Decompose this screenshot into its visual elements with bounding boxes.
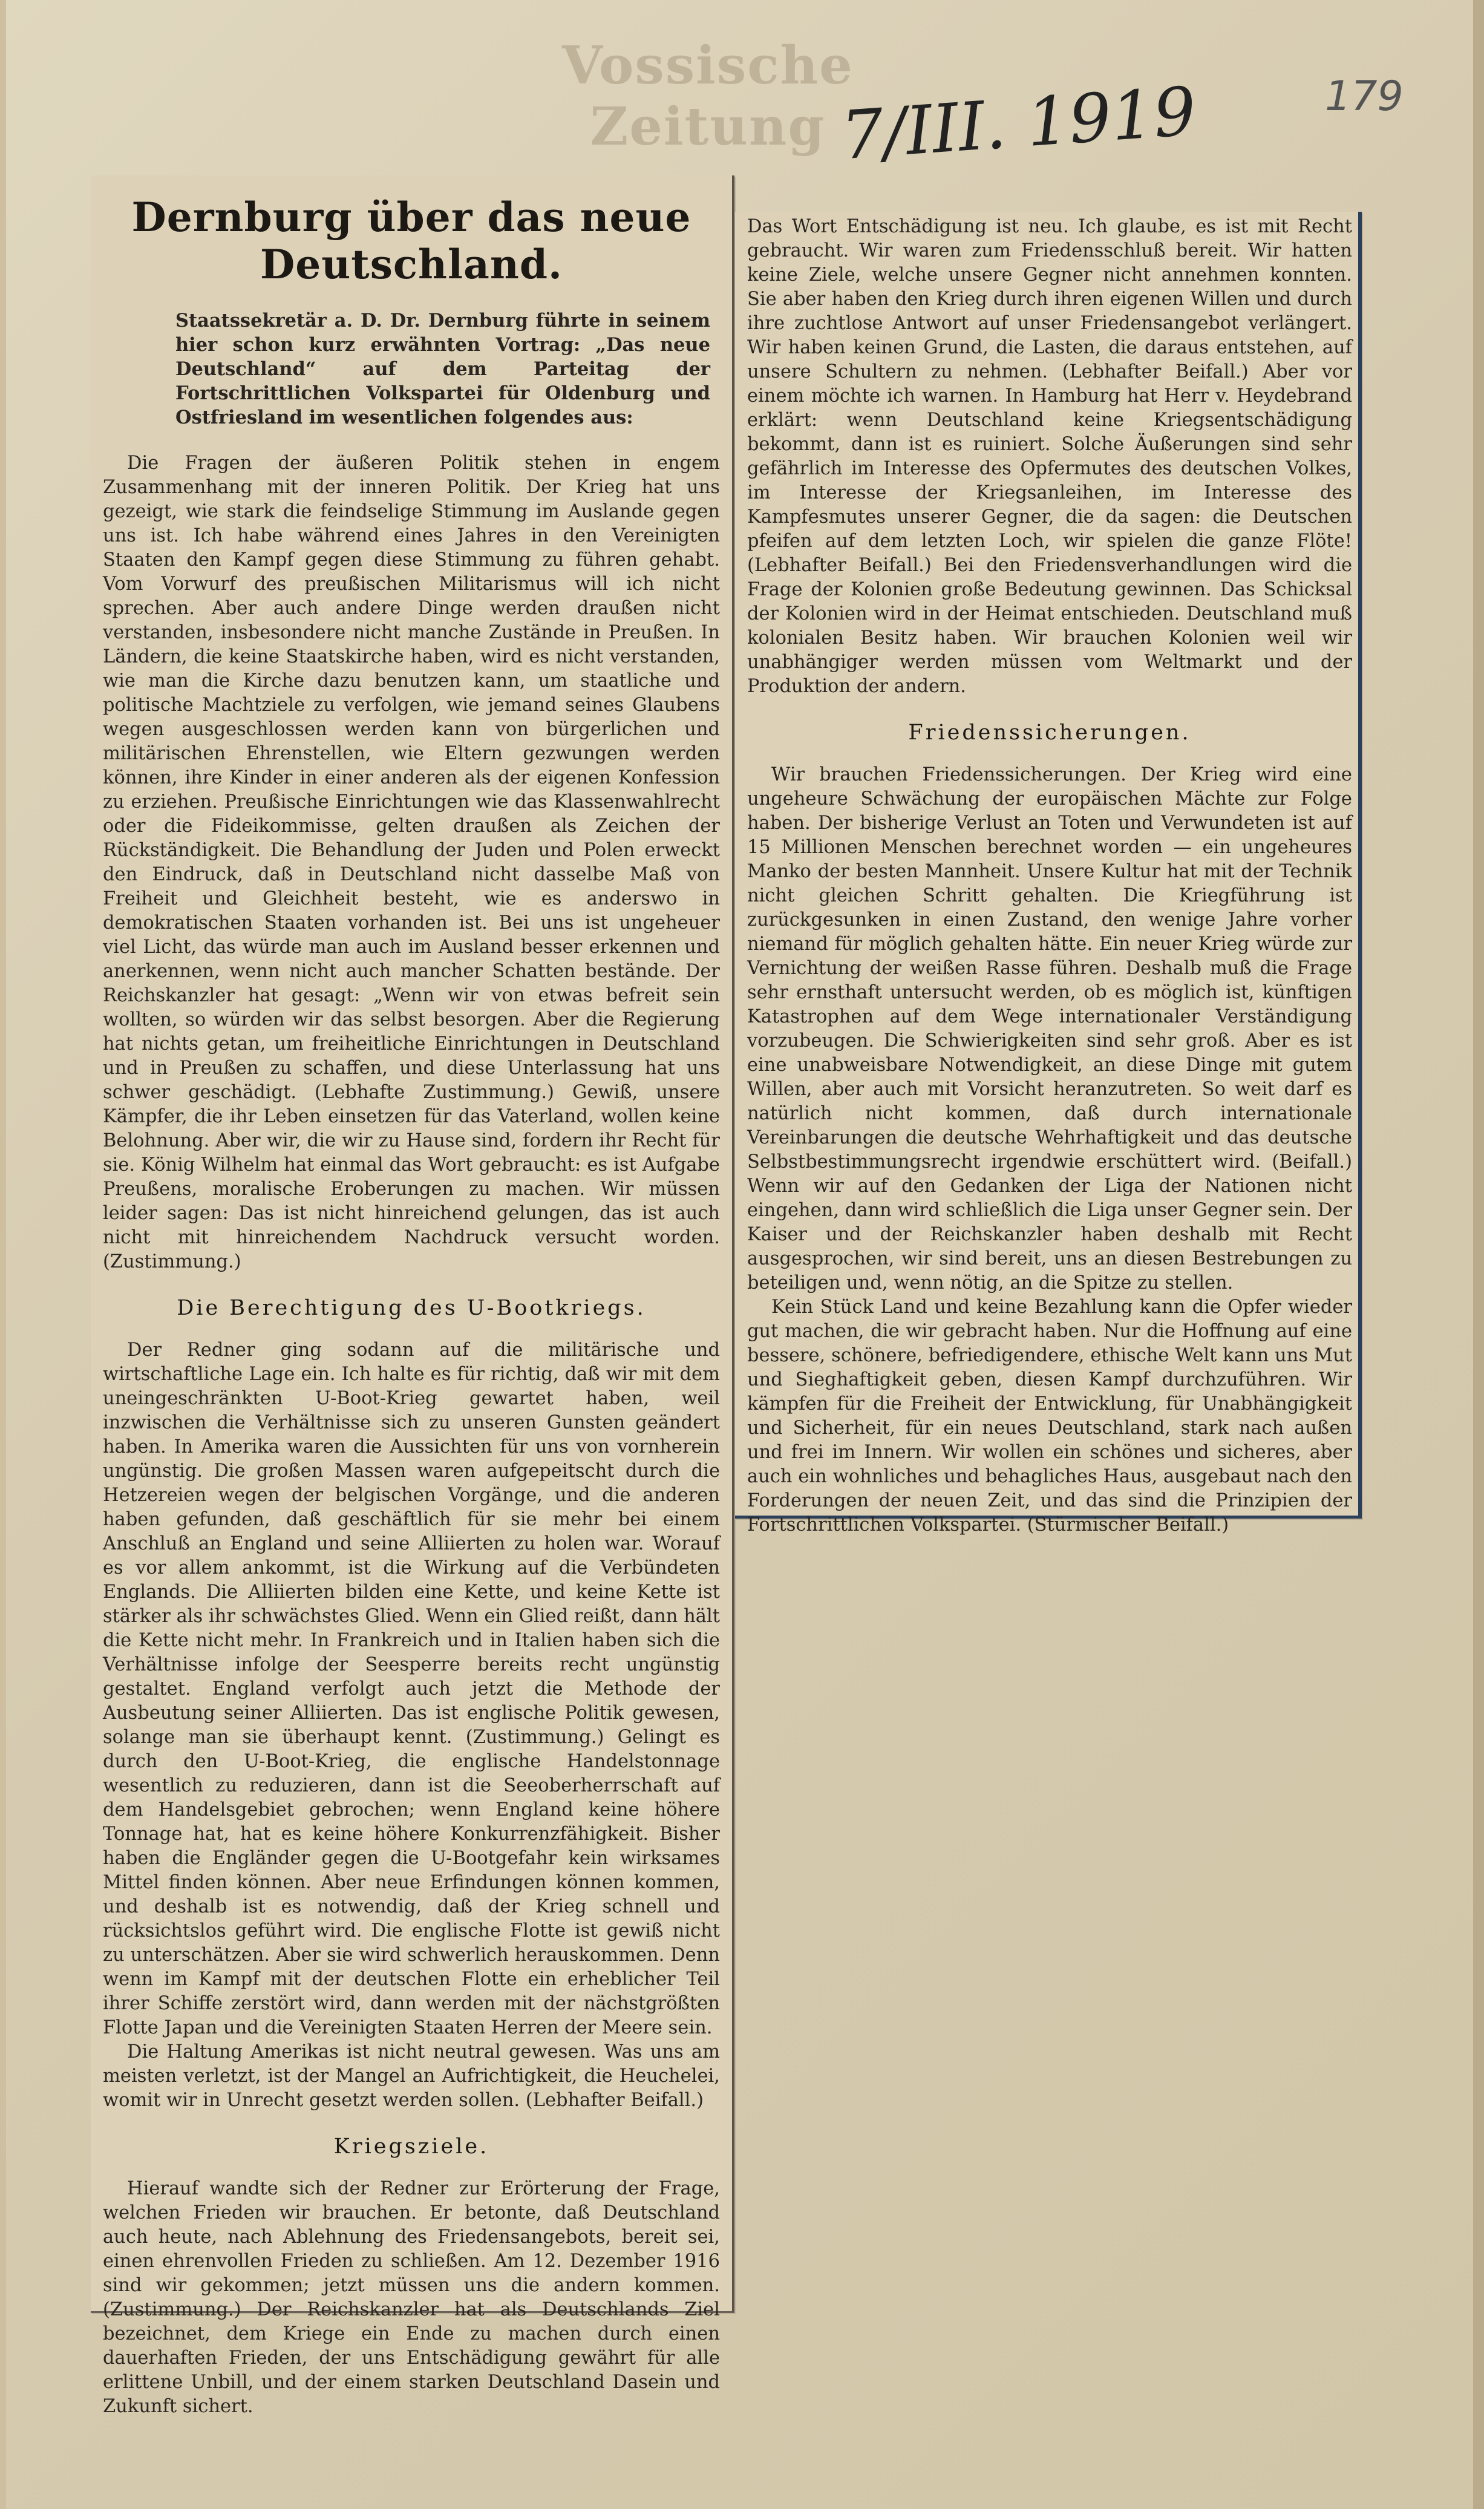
page-right-edge [1473, 0, 1484, 2509]
page-left-edge [0, 0, 6, 2509]
section-heading-war-aims: Kriegsziele. [333, 2134, 489, 2159]
section-heading-peace-safeguards: Friedenssicherungen. [908, 721, 1191, 745]
article-column-left [103, 182, 720, 2419]
article-paragraph-7: Kein Stück Land und keine Bezahlung kann die Opfer wieder gut machen, die wir gebracht haben. Nur die Hoffnung auf eine bessere, schönere, befriedigendere, ethische Welt kann uns Mut und Sieghaftigkeit geben, diesen Kampf durchzuführen. Wir kämpfen für die Freiheit der Entwicklung, für Unabhängigkeit und Sicherheit, für ein neues Deutschland, stark nach außen und frei im Innern. Wir wollen ein schönes und sicheres, aber auch ein wohnliches und behagliches Haus, ausgebaut nach den Forderungen der neuen Zeit, und das sind die Prinzipien der Fortschrittlichen Volkspartei. (Stürmischer Beifall.) [747, 1297, 1352, 1536]
newspaper-masthead: Vossische Zeitung [562, 35, 854, 157]
article-paragraph-2: Der Redner ging sodann auf die militärische und wirtschaftliche Lage ein. Ich halte es für richtig, daß wir mit dem uneingeschränkten U-Boot-Krieg gewartet haben, weil inzwischen die Verhältnisse sich zu unseren Gunsten geändert haben. In Amerika waren die Aussichten für uns von vornherein ungünstig. Die großen Massen waren aufgepeitscht durch die Hetzereien wegen der belgischen Vorgänge, und die anderen haben gefunden, daß geschäftlich für sie mehr bei einem Anschluß an England und seine Alliierten zu holen war. Worauf es vor allem ankommt, ist die Wirkung auf die Verbündeten Englands. Die Alliierten bilden eine Kette, und keine Kette ist stärker als ihr schwächstes Glied. Wenn ein Glied reißt, dann hält die Kette nicht mehr. In Frankreich und in Italien haben sich die Verhältnisse infolge der Seesperre bereits recht ungünstig gestaltet. England verfolgt auch jetzt die Methode der Ausbeutung seiner Alliierten. Das ist englische Politik gewesen, solange man sie überhaupt kennt. (Zustimmung.) Gelingt es durch den U-Boot-Krieg, die englische Handelstonnage wesentlich zu reduzieren, dann ist die Seeoberherrschaft auf dem Handelsgebiet gebrochen; wenn England keine höhere Tonnage hat, hat es keine höhere Konkurrenzfähigkeit. Bisher haben die Engländer gegen die U-Bootgefahr kein wirksames Mittel finden können. Aber neue Erfindungen können kommen, und deshalb ist es notwendig, daß der Krieg schnell und rücksichtslos geführt wird. Die englische Flotte ist gewiß nicht zu unterschätzen. Aber sie wird schwerlich herauskommen. Denn wenn im Kampf mit der deutschen Flotte ein erheblicher Teil ihrer Schiffe zerstört wird, dann werden mit der nächstgrößten Flotte Japan und die Vereinigten Staaten Herren der Meere sein. [103, 1340, 720, 2038]
section-heading-u-boat: Die Berechtigung des U-Bootkriegs. [177, 1296, 646, 1320]
article-headline: Dernburg über das neue Deutschland. [131, 194, 691, 288]
article-column-right [747, 215, 1352, 1537]
handwritten-archive-number: 179 [1325, 73, 1404, 120]
article-paragraph-3: Die Haltung Amerikas ist nicht neutral gewesen. Was uns am meisten verletzt, ist der Mangel an Aufrichtigkeit, die Heuchelei, womit wir in Unrecht gesetzt werden sollen. (Lebhafter Beifall.) [103, 2041, 720, 2111]
article-paragraph-1: Die Fragen der äußeren Politik stehen in engem Zusammenhang mit der inneren Politik. Der Krieg hat uns gezeigt, wie stark die feindselige Stimmung im Auslande gegen uns ist. Ich habe während eines Jahres in den Vereinigten Staaten den Kampf gegen diese Stimmung zu führen gehabt. Vom Vorwurf des preußischen Militarismus will ich nicht sprechen. Aber auch andere Dinge werden draußen nicht verstanden, insbesondere nicht manche Zustände in Preußen. In Ländern, die keine Staatskirche haben, wird es nicht verstanden, wie man die Kirche dazu benutzen kann, um staatliche und politische Machtziele zu verfolgen, wie jemand seines Glaubens wegen ausgeschlossen werden kann von bürgerlichen und militärischen Ehrenstellen, wie Eltern gezwungen werden können, ihre Kinder in einer anderen als der eigenen Konfession zu erziehen. Preußische Einrichtungen wie das Klassenwahlrecht oder die Fideikommisse, gelten draußen als Zeichen der Rückständigkeit. Die Behandlung der Juden und Polen erweckt den Eindruck, daß in Deutschland nicht dasselbe Maß von Freiheit und Gleichheit besteht, wie es anderswo in demokratischen Staaten vorhanden ist. Bei uns ist ungeheuer viel Licht, das würde man auch im Ausland besser erkennen und anerkennen, wenn nicht auch mancher Schatten bestände. Der Reichskanzler hat gesagt: „Wenn wir von etwas befreit sein wollten, so würden wir das selbst besorgen. Aber die Regierung hat nichts getan, um freiheitliche Einrichtungen in Deutschland und in Preußen zu schaffen, und diese Unterlassung hat uns schwer geschädigt. (Lebhafte Zustimmung.) Gewiß, unsere Kämpfer, die ihr Leben einsetzen für das Vaterland, wollen keine Belohnung. Aber wir, die wir zu Hause sind, fordern ihr Recht für sie. König Wilhelm hat einmal das Wort gebraucht: es ist Aufgabe Preußens, moralische Eroberungen zu machen. Wir müssen leider sagen: Das ist nicht hinreichend gelungen, das ist auch nicht mit hinreichendem Nachdruck versucht worden. (Zustimmung.) [103, 453, 720, 1272]
article-paragraph-5: Das Wort Entschädigung ist neu. Ich glaube, es ist mit Recht gebraucht. Wir waren zum Friedensschluß bereit. Wir hatten keine Ziele, welche unsere Gegner nicht annehmen konnten. Sie aber haben den Krieg durch ihren eigenen Willen und durch ihre zuchtlose Antwort auf unser Friedensangebot verlängert. Wir haben keinen Grund, die Lasten, die daraus entstehen, auf unsere Schultern zu nehmen. (Lebhafter Beifall.) Aber vor einem möchte ich warnen. In Hamburg hat Herr v. Heydebrand erklärt: wenn Deutschland keine Kriegsentschädigung bekommt, dann ist es ruiniert. Solche Äußerungen sind sehr gefährlich im Interesse des Opfermutes des deutschen Volkes, im Interesse der Kriegsanleihen, im Interesse des Kampfesmutes unserer Gegner, die da sagen: die Deutschen pfeifen auf dem letzten Loch, wir spielen die ganze Flöte! (Lebhafter Beifall.) Bei den Friedensverhandlungen wird die Frage der Kolonien große Bedeutung gewinnen. Das Schicksal der Kolonien wird in der Heimat entschieden. Deutschland muß kolonialen Besitz haben. Wir brauchen Kolonien weil wir unabhängiger werden müssen vom Weltmarkt und der Produktion der andern. [747, 216, 1352, 697]
article-lead: Staatssekretär a. D. Dr. Dernburg führte in seinem hier schon kurz erwähnten Vortrag: „Das neue Deutschland“ auf dem Parteitag der Fortschrittlichen Volkspartei für Oldenburg und Ostfriesland im wesentlichen folgendes aus: [175, 310, 710, 428]
handwritten-date: 7/III. 1919 [838, 72, 1199, 175]
article-paragraph-6: Wir brauchen Friedenssicherungen. Der Krieg wird eine ungeheure Schwächung der europäischen Mächte zur Folge haben. Der bisherige Verlust an Toten und Verwundeten ist auf 15 Millionen Menschen berechnet worden — ein ungeheures Manko der besten Mannheit. Unsere Kultur hat mit der Technik nicht gleichen Schritt gehalten. Die Kriegführung ist zurückgesunken in einen Zustand, den wenige Jahre vorher niemand für möglich gehalten hätte. Ein neuer Krieg würde zur Vernichtung der weißen Rasse führen. Deshalb muß die Frage sehr ernsthaft untersucht werden, ob es möglich ist, künftigen Katastrophen auf dem Wege internationaler Verständigung vorzubeugen. Die Schwierigkeiten sind sehr groß. Aber es ist eine unabweisbare Notwendigkeit, an diese Dinge mit gutem Willen, aber auch mit Vorsicht heranzutreten. So weit darf es natürlich nicht kommen, daß durch internationale Vereinbarungen die deutsche Wehrhaftigkeit und das deutsche Selbstbestimmungsrecht irgendwie erschüttert wird. (Beifall.) Wenn wir auf den Gedanken der Liga der Nationen nicht eingehen, dann wird schließlich die Liga unser Gegner sein. Der Kaiser und der Reichskanzler haben deshalb mit Recht ausgesprochen, wir sind bereit, uns an diesen Bestrebungen zu beteiligen und, wenn nötig, an die Spitze zu stellen. [747, 764, 1352, 1294]
article-paragraph-4: Hierauf wandte sich der Redner zur Erörterung der Frage, welchen Frieden wir brauchen. Er betonte, daß Deutschland auch heute, nach Ablehnung des Friedensangebots, bereit sei, einen ehrenvollen Frieden zu schließen. Am 12. Dezember 1916 sind wir gekommen; jetzt müssen uns die andern kommen. (Zustimmung.) Der Reichskanzler hat als Deutschlands Ziel bezeichnet, dem Kriege ein Ende zu machen durch einen dauerhaften Frieden, der uns Entschädigung gewährt für alle erlittene Unbill, und der einem starken Deutschland Dasein und Zukunft sichert. [103, 2178, 720, 2417]
